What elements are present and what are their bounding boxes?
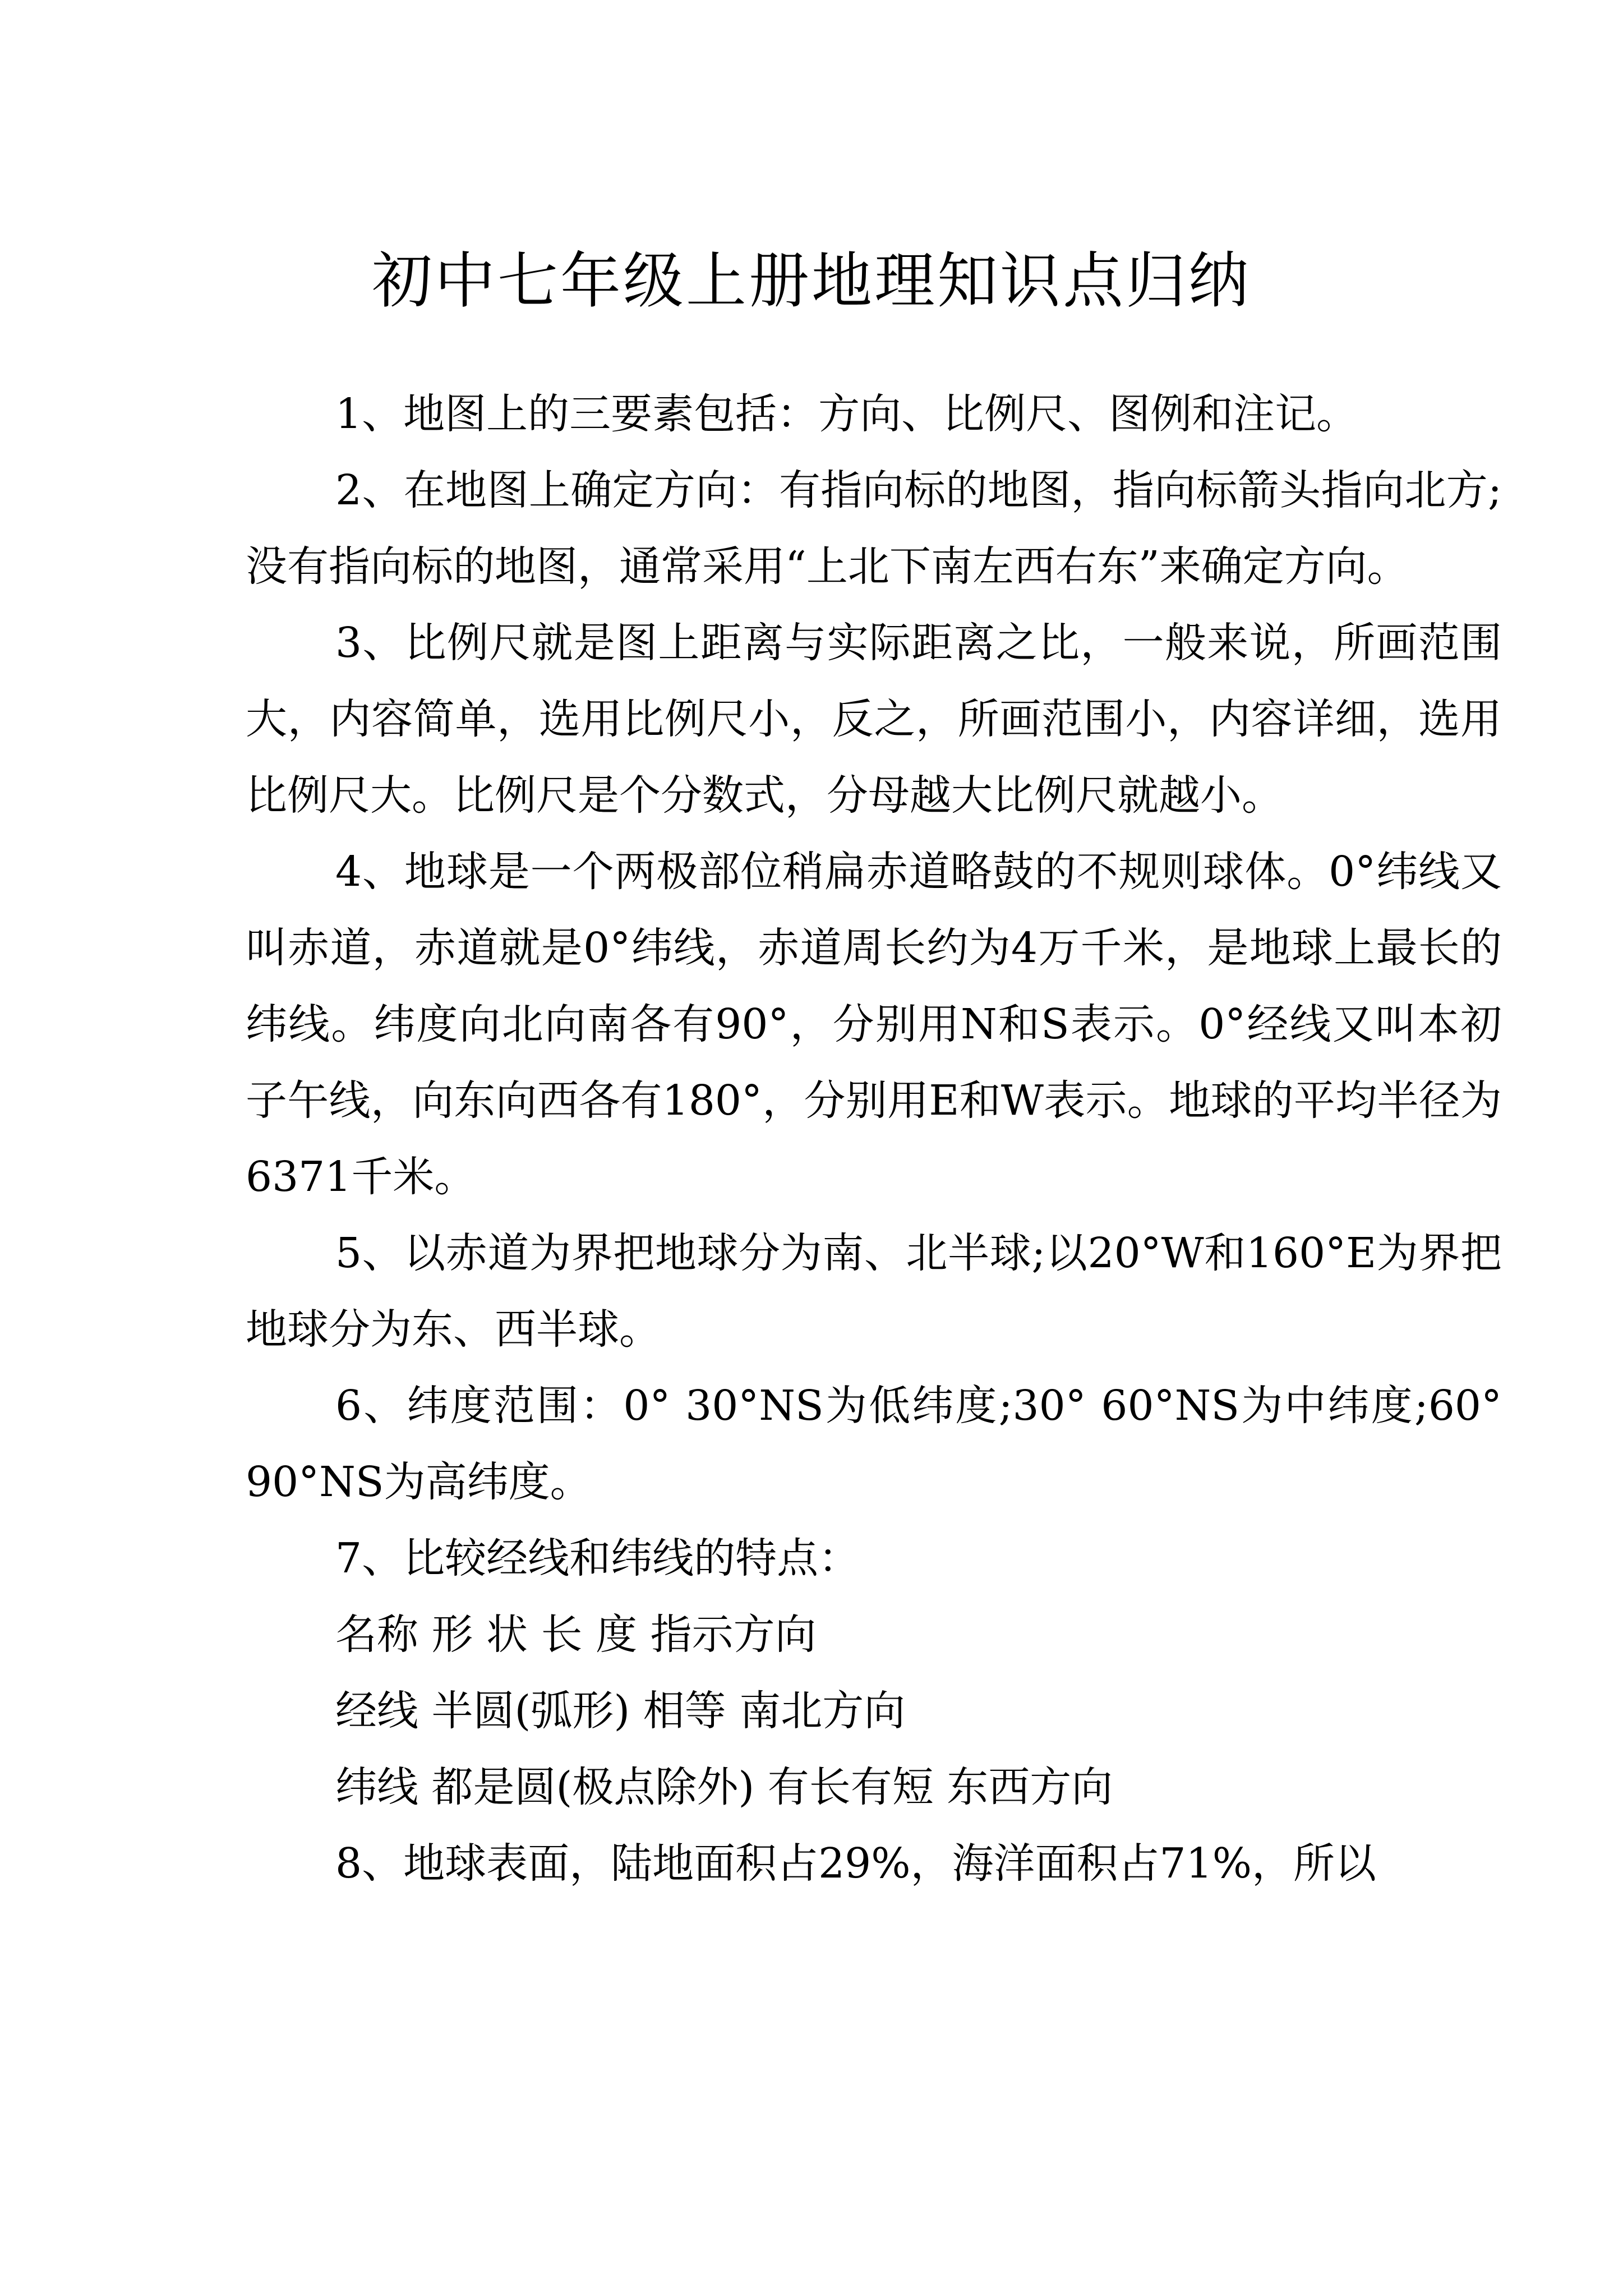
comparison-header-row: 名称 形 状 长 度 指示方向: [335, 1611, 817, 1659]
paragraph-1: 1、地图上的三要素包括：方向、比例尺、图例和注记。: [335, 390, 1358, 438]
paragraph-5: 5、以赤道为界把地球分为南、北半球;以20°W和160°E为界把地球分为东、西半球。: [246, 1229, 1502, 1354]
document-body: [246, 376, 1502, 1902]
comparison-row-parallel: 纬线 都是圆(极点除外) 有长有短 东西方向: [335, 1763, 1113, 1811]
document-title: 初中七年级上册地理知识点归纳: [371, 246, 1251, 317]
comparison-row-meridian: 经线 半圆(弧形) 相等 南北方向: [335, 1687, 906, 1735]
paragraph-2: 2、在地图上确定方向：有指向标的地图，指向标箭头指向北方;没有指向标的地图，通常采用“上北下南左西右东”来确定方向。: [246, 466, 1502, 591]
paragraph-7: 7、比较经线和纬线的特点：: [335, 1534, 860, 1582]
paragraph-8: 8、地球表面，陆地面积占29%，海洋面积占71%，所以: [335, 1839, 1377, 1888]
paragraph-4: 4、地球是一个两极部位稍扁赤道略鼓的不规则球体。0°纬线又叫赤道，赤道就是0°纬线，赤道周长约为4万千米，是地球上最长的纬线。纬度向北向南各有90°，分别用N和S表示。0°经线又叫本初子午线，向东向西各有180°，分别用E和W表示。地球的平均半径为6371千米。: [246, 848, 1502, 1201]
paragraph-6: 6、纬度范围：0° 30°NS为低纬度;30° 60°NS为中纬度;60° 90°NS为高纬度。: [246, 1382, 1502, 1506]
paragraph-3: 3、比例尺就是图上距离与实际距离之比，一般来说，所画范围大，内容简单，选用比例尺小，反之，所画范围小，内容详细，选用比例尺大。比例尺是个分数式，分母越大比例尺就越小。: [246, 619, 1502, 820]
